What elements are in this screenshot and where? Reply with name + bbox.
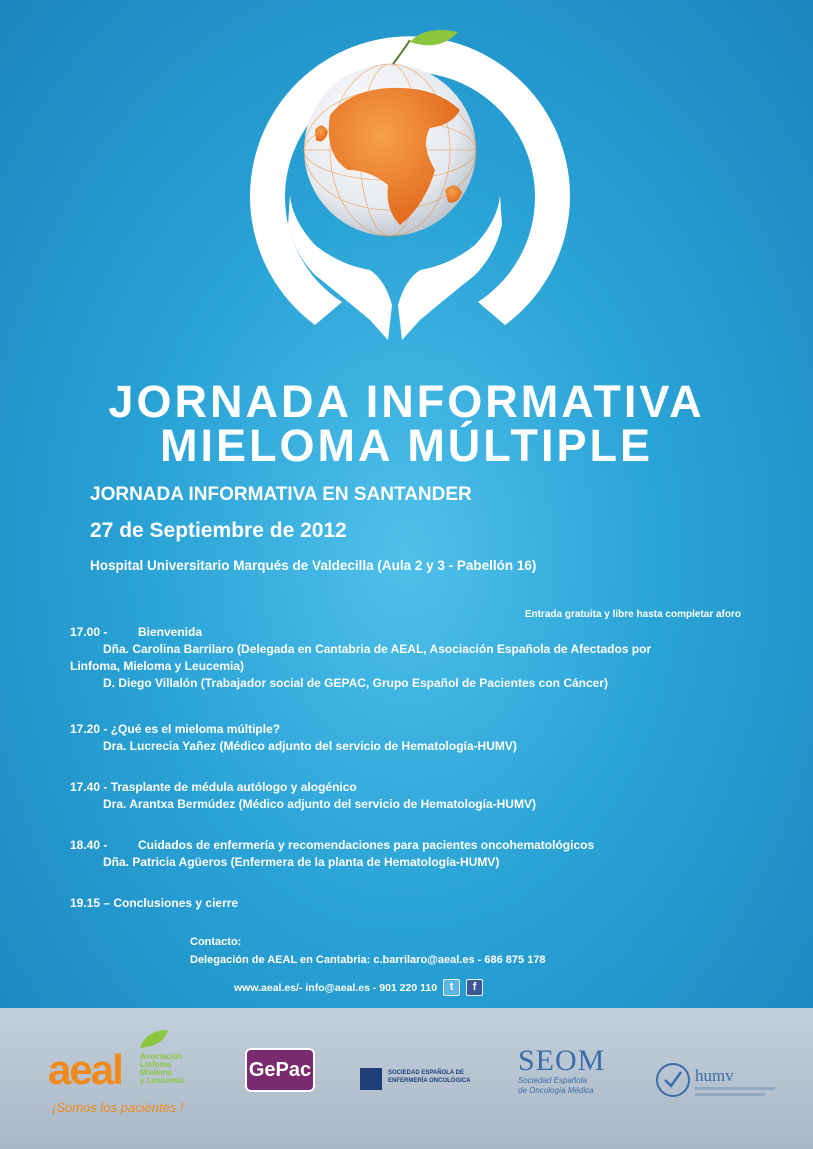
main-title-line1: JORNADA INFORMATIVA [108,376,705,427]
seeo-name-line: SOCIEDAD ESPAÑOLA DE [388,1070,465,1076]
session-speaker: Dra. Lucrecia Yañez (Médico adjunto del servicio de Hematología-HUMV) [103,739,517,753]
aeal-logo [48,1028,198,1123]
seom-name-line: de Oncología Médica [518,1086,594,1095]
contact-line[interactable]: Delegación de AEAL en Cantabria: c.barrilaro@aeal.es - 686 875 178 [190,954,546,966]
program-session-2 [70,721,740,755]
session-speaker-cont: Linfoma, Mieloma y Leucemia) [70,659,245,673]
humv-subtitle-line [695,1087,775,1090]
session-speaker: Dña. Patricia Agüeros (Enfermera de la planta de Hematología-HUMV) [103,855,500,869]
humv-logo [655,1062,785,1102]
contact-label: Contacto: [190,936,242,948]
seom-wordmark: SEOM [518,1044,606,1077]
program-session-4 [70,837,740,871]
session-speaker: Dra. Arantxa Bermúdez (Médico adjunto del servicio de Hematología-HUMV) [103,797,536,811]
program-session-1 [70,624,740,692]
twitter-icon[interactable]: t [443,979,460,996]
aeal-org-line: Mieloma [140,1068,173,1077]
seeo-logo [360,1066,485,1092]
aeal-tagline: ¡Somos los pacientes ! [52,1100,184,1115]
aeal-org-line: Linfoma [140,1060,172,1069]
entry-note: Entrada gratuita y libre hasta completar aforo [524,609,741,620]
program-session-5 [70,895,740,912]
web-link[interactable]: www.aeal.es/- info@aeal.es - 901 220 110 [234,981,438,994]
session-time: 18.40 - [70,838,108,852]
subtitle: JORNADA INFORMATIVA EN SANTANDER [90,484,472,505]
seom-name-line: Sociedad Española [518,1076,587,1085]
seeo-name-line: ENFERMERÍA ONCOLÓGICA [388,1078,471,1084]
aeal-org-line: Asociación [140,1052,183,1061]
aeal-wordmark: aeal [48,1046,122,1093]
event-date: 27 de Septiembre de 2012 [90,519,347,542]
gepac-logo [245,1048,315,1100]
session-line: 17.20 - ¿Qué es el mieloma múltiple? [70,722,281,736]
session-title: Bienvenida [138,625,203,639]
session-line: 19.15 – Conclusiones y cierre [70,896,239,910]
humv-subtitle-line [695,1093,765,1096]
humv-wordmark: humv [695,1066,734,1085]
facebook-icon[interactable]: f [466,979,483,996]
session-line: 17.40 - Trasplante de médula autólogo y alogénico [70,780,357,794]
web-contact [234,979,483,996]
session-time: 17.00 - [70,625,108,639]
aeal-org-line: y Leucemia [140,1076,184,1085]
seeo-emblem-icon [360,1068,382,1090]
main-title-line2: MIELOMA MÚLTIPLE [160,420,653,471]
globe-hands-logo [220,20,600,365]
program-session-3 [70,779,740,813]
leaf-icon [138,1028,170,1050]
session-speaker: D. Diego Villalón (Trabajador social de GEPAC, Grupo Español de Pacientes con Cáncer) [103,676,609,690]
gepac-wordmark: GePac [245,1048,315,1092]
session-title: Cuidados de enfermería y recomendaciones para pacientes oncohematológicos [138,838,595,852]
session-speaker: Dña. Carolina Barrilaro (Delegada en Cantabria de AEAL, Asociación Española de Afectados por [103,642,652,656]
seom-logo [518,1046,618,1106]
venue: Hospital Universitario Marqués de Valdecilla (Aula 2 y 3 - Pabellón 16) [90,558,537,573]
humv-emblem-icon [655,1062,691,1098]
sponsor-footer [0,1008,813,1149]
